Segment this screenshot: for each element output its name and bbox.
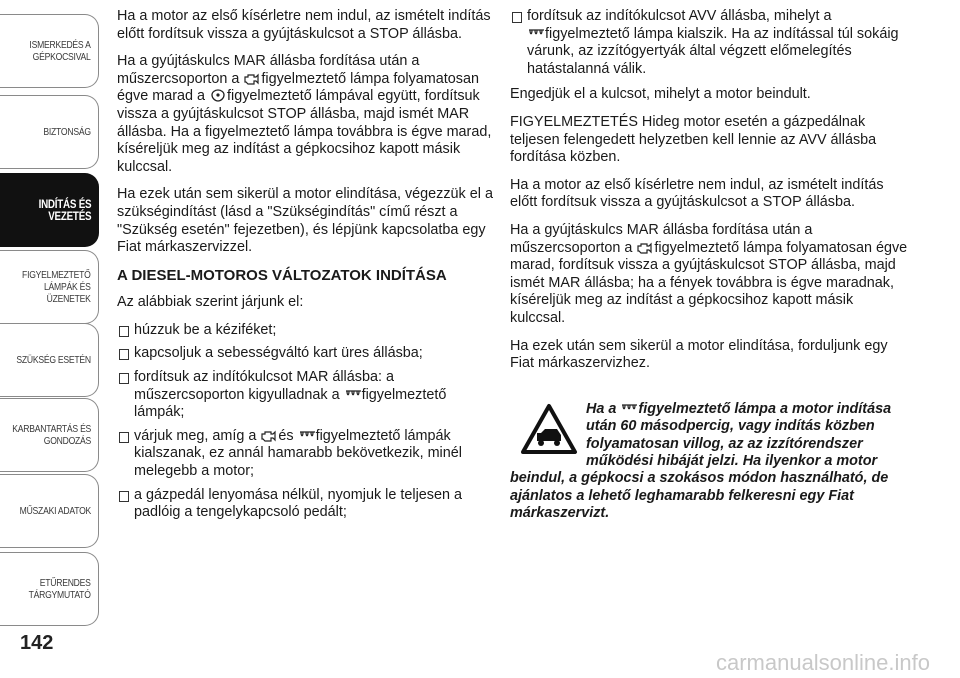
paragraph: Ha ezek után sem sikerül a motor elindítása, forduljunk egy Fiat márkaszervizhez. [510, 337, 888, 372]
tab-targymutato[interactable] [0, 552, 99, 626]
list-item: húzzuk be a kéziféket; [117, 322, 497, 340]
right-column [510, 8, 910, 523]
tab-inditas-es-vezetes[interactable] [0, 173, 99, 247]
tab-label: ETŰRENDES TÁRGYMUTATÓ [28, 577, 91, 601]
list-item: a gázpedál lenyomása nélkül, nyomjuk le teljesen a padlóig a tengelykapcsoló pedált; [117, 487, 497, 522]
tab-label: SZÜKSÉG ESETÉN [16, 354, 91, 366]
tab-karbantartas[interactable] [0, 398, 99, 472]
paragraph: Engedjük el a kulcsot, mihelyt a motor beindult. [510, 86, 811, 103]
paragraph: Ha a gyújtáskulcs MAR állásba fordítása után a műszercsoporton a figyelmeztető lámpa folyamatosan égve marad, fordítsuk vissza a gyújtáskulcsot STOP állásba, majd ismét MAR állásba; ha a fények továbbra is égve maradnak, kíséreljük meg az indítást a gépkocsihoz kapott másik kulccsal. [510, 221, 908, 326]
watermark: carmanualsonline.info [715, 650, 930, 675]
tab-szukseg-eseten[interactable] [0, 323, 99, 397]
bullet-box [119, 326, 129, 337]
glow-plug-icon [298, 429, 316, 442]
paragraph: Az alábbiak szerint járjunk el: [117, 294, 304, 311]
page-number: 142 [20, 632, 54, 654]
bullet-box [119, 373, 129, 384]
section-heading: A DIESEL-MOTOROS VÁLTOZATOK INDÍTÁSA [117, 266, 447, 284]
list-item: fordítsuk az indítókulcsot AVV állásba, mihelyt a figyelmeztető lámpa kialszik. Ha az indítással túl sokáig várunk, az izzítógyertyák által végzett előmelegítés hatástalanná válik. [510, 8, 910, 78]
warning-note [510, 401, 910, 523]
warning-text: Ha a figyelmeztető lámpa a motor indítása után 60 másodpercig, vagy indítás közben folyamatosan villog, az az izzítórendszer működési hibáját jelzi. Ha ilyenkor a motor beindul, a gépkocsi a szokásos módon használható, de ajánlatos a lehető leghamarabb felkeresni egy Fiat márkaszervizt. [510, 400, 892, 522]
tab-label: KARBANTARTÁS ÉS GONDOZÁS [12, 423, 91, 447]
glow-plug-icon [527, 27, 545, 40]
paragraph: Ha a motor az első kísérletre nem indul, az ismételt indítás előtt fordítsuk vissza a gyújtáskulcsot a STOP állásba. [510, 176, 884, 211]
glow-plug-icon [344, 388, 362, 401]
tab-label: INDÍTÁS ÉS VEZETÉS [38, 197, 91, 223]
tab-muszaki-adatok[interactable] [0, 474, 99, 548]
car-warning-triangle-icon [520, 403, 578, 455]
tab-biztonsag[interactable] [0, 95, 99, 169]
engine-fault-icon [636, 241, 654, 254]
bullet-box [119, 349, 129, 360]
list-item: várjuk meg, amíg a és figyelmeztető lámpák kialszanak, ez annál hamarabb bekövetkezik, minél melegebb a motor; [117, 428, 497, 481]
bullet-box [512, 12, 522, 23]
engine-fault-icon [260, 429, 278, 442]
bullet-box [119, 432, 129, 443]
bullet-box [119, 491, 129, 502]
paragraph: Ha a gyújtáskulcs MAR állásba fordítása után a műszercsoporton a figyelmeztető lámpa folyamatosan égve marad a figyelmeztető lámpával együtt, fordítsuk vissza a gyújtáskulcsot STOP állásba, majd ismét MAR állásba. Ha a figyelmeztető lámpa továbbra is égve marad, kíséreljük meg az indítást a gépkocsihoz kapott másik kulccsal. [117, 53, 492, 175]
chapter-tabs [0, 0, 100, 600]
tab-label: ISMERKEDÉS A GÉPKOCSIVAL [29, 39, 91, 63]
paragraph: FIGYELMEZTETÉS Hideg motor esetén a gázpedálnak teljesen felengedett helyzetben kell lennie az AVV állásba fordítása közben. [510, 113, 877, 166]
immobilizer-key-icon [209, 89, 227, 102]
tab-ismerkedes[interactable] [0, 14, 99, 88]
engine-fault-icon [243, 72, 261, 85]
left-column [117, 8, 497, 528]
paragraph: Ha a motor az első kísérletre nem indul, az ismételt indítás előtt fordítsuk vissza a gyújtáskulcsot a STOP állásba. [117, 8, 491, 42]
paragraph: Ha ezek után sem sikerül a motor elindítása, végezzük el a szükségindítást (lásd a "Szükségindítás" című részt a "Szükség esetén" fejezetben), és lépjünk kapcsolatba egy Fiat márkaszervizzel. [117, 186, 493, 256]
tab-figyelmezteto-lampak[interactable] [0, 250, 99, 324]
list-item: fordítsuk az indítókulcsot MAR állásba: a műszercsoporton kigyulladnak a figyelmeztető lámpák; [117, 369, 497, 422]
glow-plug-icon [620, 402, 638, 415]
list-item: kapcsoljuk a sebességváltó kart üres állásba; [117, 345, 497, 363]
tab-label: MŰSZAKI ADATOK [19, 505, 91, 517]
tab-label: BIZTONSÁG [43, 126, 91, 138]
tab-label: FIGYELMEZTETŐ LÁMPÁK ÉS ÜZENETEK [22, 269, 91, 305]
